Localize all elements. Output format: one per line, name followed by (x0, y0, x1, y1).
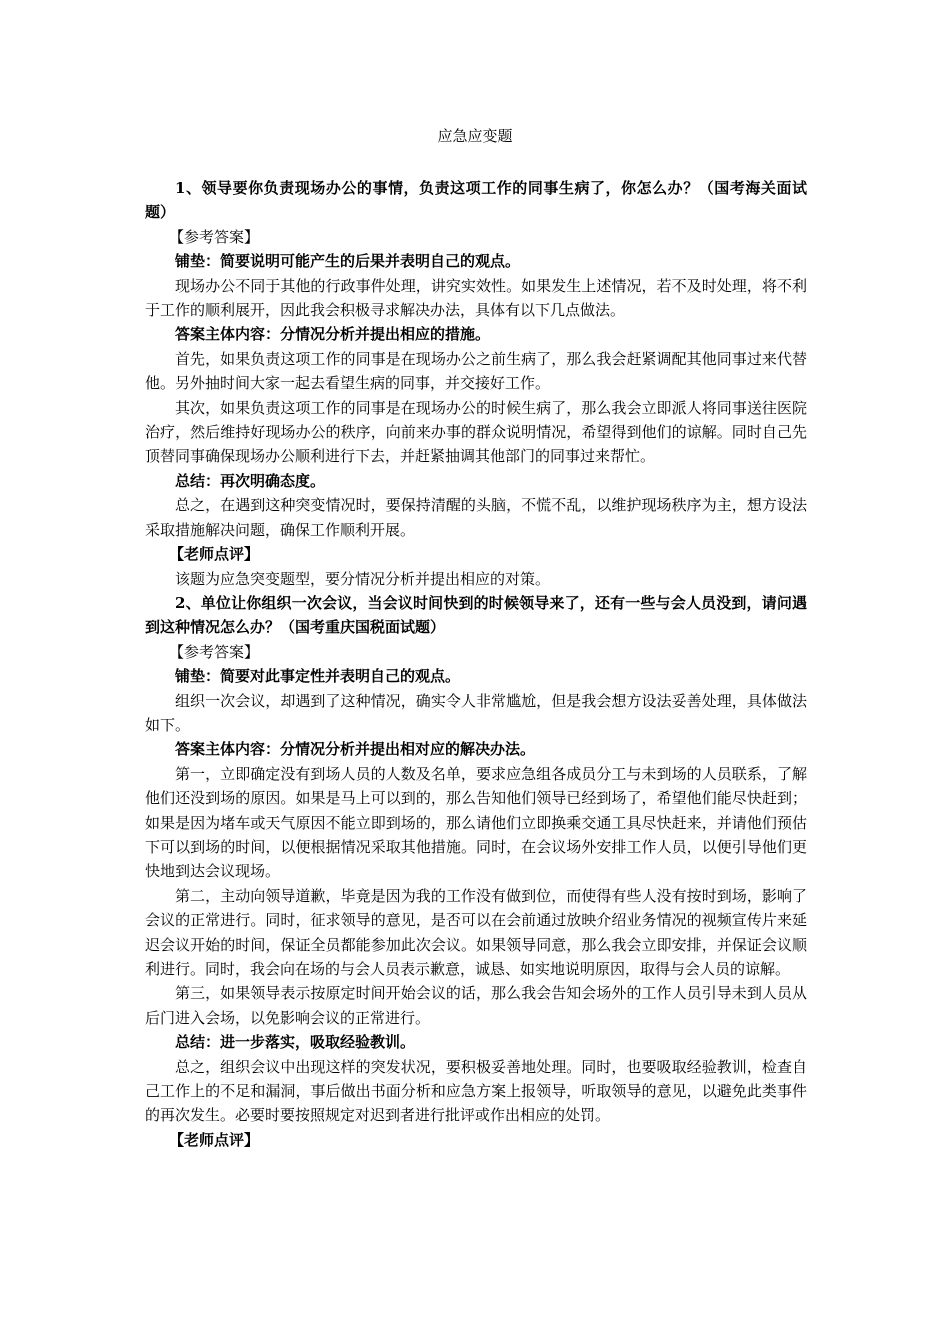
question-1: 1、领导要你负责现场办公的事情，负责这项工作的同事生病了，你怎么办？（国考海关面试题） (145, 179, 807, 222)
q1-summary-heading: 总结：再次明确态度。 (175, 471, 326, 490)
q1-intro-heading: 铺垫：简要说明可能产生的后果并表明自己的观点。 (175, 252, 521, 271)
q1-reference-answer-label: 【参考答案】 (169, 227, 260, 246)
q2-body-paragraph: 第三，如果领导表示按原定时间开始会议的话，那么我会告知会场外的工作人员引导未到人员从后门进入会场，以免影响会议的正常进行。 (145, 984, 807, 1027)
q1-teacher-comment-label: 【老师点评】 (169, 545, 260, 564)
q2-summary-heading: 总结：进一步落实，吸取经验教训。 (175, 1033, 416, 1052)
q2-body-heading: 答案主体内容：分情况分析并提出相对应的解决办法。 (175, 740, 536, 759)
q1-body-paragraph: 首先，如果负责这项工作的同事是在现场办公之前生病了，那么我会赶紧调配其他同事过来代替他。另外抽时间大家一起去看望生病的同事，并交接好工作。 (145, 349, 807, 393)
q2-reference-answer-label: 【参考答案】 (169, 642, 260, 661)
q2-body-paragraph: 第二，主动向领导道歉，毕竟是因为我的工作没有做到位，而使得有些人没有按时到场，影响了会议的正常进行。同时，征求领导的意见，是否可以在会前通过放映介绍业务情况的视频宣传片来延迟会议开始的时间，保证全员都能参加此次会议。如果领导同意，那么我会立即安排，并保证会议顺利进行。同时，我会向在场的与会人员表示歉意，诚恳、如实地说明原因，取得与会人员的谅解。 (145, 886, 807, 978)
q1-intro-text: 现场办公不同于其他的行政事件处理，讲究实效性。如果发生上述情况，若不及时处理，将不利于工作的顺利展开，因此我会积极寻求解决办法，具体有以下几点做法。 (145, 276, 807, 320)
q2-summary-text: 总之，组织会议中出现这样的突发状况，要积极妥善地处理。同时，也要吸取经验教训，检查自己工作上的不足和漏洞，事后做出书面分析和应急方案上报领导，听取领导的意见，以避免此类事件的再次发生。必要时要按照规定对迟到者进行批评或作出相应的处罚。 (145, 1057, 807, 1125)
q2-intro-text: 组织一次会议，却遇到了这种情况，确实令人非常尴尬，但是我会想方设法妥善处理，具体做法如下。 (145, 691, 807, 734)
question-2: 2、单位让你组织一次会议，当会议时间快到的时候领导来了，还有一些与会人员没到，请问遇到这种情况怎么办？（国考重庆国税面试题） (145, 593, 807, 637)
q2-teacher-comment-label: 【老师点评】 (169, 1130, 260, 1149)
q1-summary-text: 总之，在遇到这种突变情况时，要保持清醒的头脑，不慌不乱，以维护现场秩序为主，想方设法采取措施解决问题，确保工作顺利开展。 (145, 496, 807, 539)
q2-body-paragraph: 第一，立即确定没有到场人员的人数及名单，要求应急组各成员分工与未到场的人员联系，了解他们还没到场的原因。如果是马上可以到的，那么告知他们领导已经到场了，希望他们能尽快赶到；如果是因为堵车或天气原因不能立即到场的，那么请他们立即换乘交通工具尽快赶来，并请他们预估下可以到场的时间，以便根据情况采取其他措施。同时，在会议场外安排工作人员，以便引导他们更快地到达会议现场。 (145, 764, 807, 881)
q2-intro-heading: 铺垫：简要对此事定性并表明自己的观点。 (175, 667, 461, 686)
q1-body-paragraph: 其次，如果负责这项工作的同事是在现场办公的时候生病了，那么我会立即派人将同事送往医院治疗，然后维持好现场办公的秩序，向前来办事的群众说明情况，希望得到他们的谅解。同时自己先顶替同事确保现场办公顺利进行下去，并赶紧抽调其他部门的同事过来帮忙。 (145, 398, 807, 466)
q1-body-heading: 答案主体内容：分情况分析并提出相应的措施。 (175, 325, 491, 344)
q1-teacher-comment-text: 该题为应急突变题型，要分情况分析并提出相应的对策。 (175, 569, 551, 588)
document-body (145, 176, 807, 1152)
document-title: 应急应变题 (437, 127, 513, 145)
